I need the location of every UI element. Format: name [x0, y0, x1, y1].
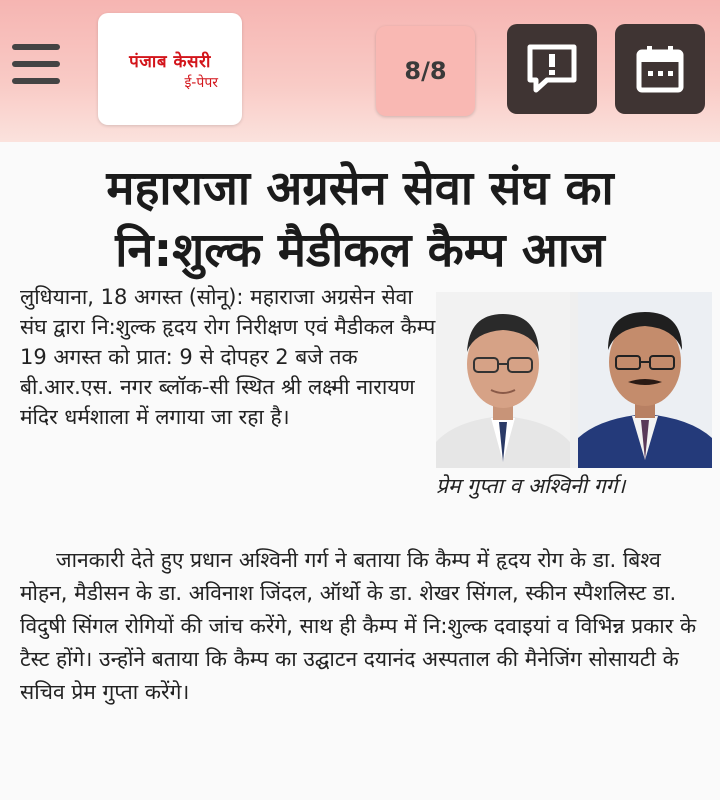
photo-pair — [436, 292, 712, 468]
logo-name: पंजाब केसरी — [129, 52, 211, 72]
lead-paragraph: लुधियाना, 18 अगस्त (सोनू): महाराजा अग्रसेन सेवा संघ द्वारा नि:शुल्क हृदय रोग निरीक्षण एवं मैडीकल कैम्प 19 अगस्त को प्रात: 9 से दोपहर 2 बजे तक बी.आर.एस. नगर ब्लॉक-सी स्थित श्री लक्ष्मी नारायण मंदिर धर्मशाला में लगाया जा रहा है। — [20, 285, 436, 429]
lead-paragraph-column — [20, 282, 440, 432]
hamburger-menu-icon[interactable] — [12, 42, 62, 86]
body-paragraph-block — [20, 544, 710, 709]
photo-ashwani-garg — [578, 292, 712, 468]
newspaper-logo[interactable] — [98, 13, 242, 125]
calendar-button[interactable] — [615, 24, 705, 114]
photo-caption: प्रेम गुप्ता व अश्विनी गर्ग। — [436, 474, 626, 498]
exclamation-bubble-icon — [527, 44, 577, 94]
page-indicator-button[interactable]: 8/8 — [376, 26, 475, 116]
article-clipping — [0, 142, 720, 800]
photo-prem-gupta — [436, 292, 570, 468]
body-paragraph: जानकारी देते हुए प्रधान अश्विनी गर्ग ने बताया कि कैम्प में हृदय रोग के डा. बिश्व मोहन, मैडीसन के डा. अविनाश जिंदल, ऑर्थो के डा. शेखर सिंगल, स्कीन स्पैशलिस्ट डा. विदुषी सिंगल रोगियों की जांच करेंगे, साथ ही कैम्प में नि:शुल्क दवाइयां व विभिन्न प्रकार के टैस्ट होंगे। उन्होंने बताया कि कैम्प का उद्घाटन दयानंद अस्पताल की मैनेजिंग सोसायटी के सचिव प्रेम गुप्ता करेंगे। — [20, 548, 697, 704]
calendar-icon — [635, 44, 685, 94]
logo-subtitle: ई-पेपर — [184, 75, 218, 91]
headline-line-2: नि:शुल्क मैडीकल कैम्प आज — [115, 223, 605, 278]
top-toolbar — [0, 0, 720, 142]
headline-line-1: महाराजा अग्रसेन सेवा संघ का — [106, 161, 614, 216]
report-button[interactable] — [507, 24, 597, 114]
